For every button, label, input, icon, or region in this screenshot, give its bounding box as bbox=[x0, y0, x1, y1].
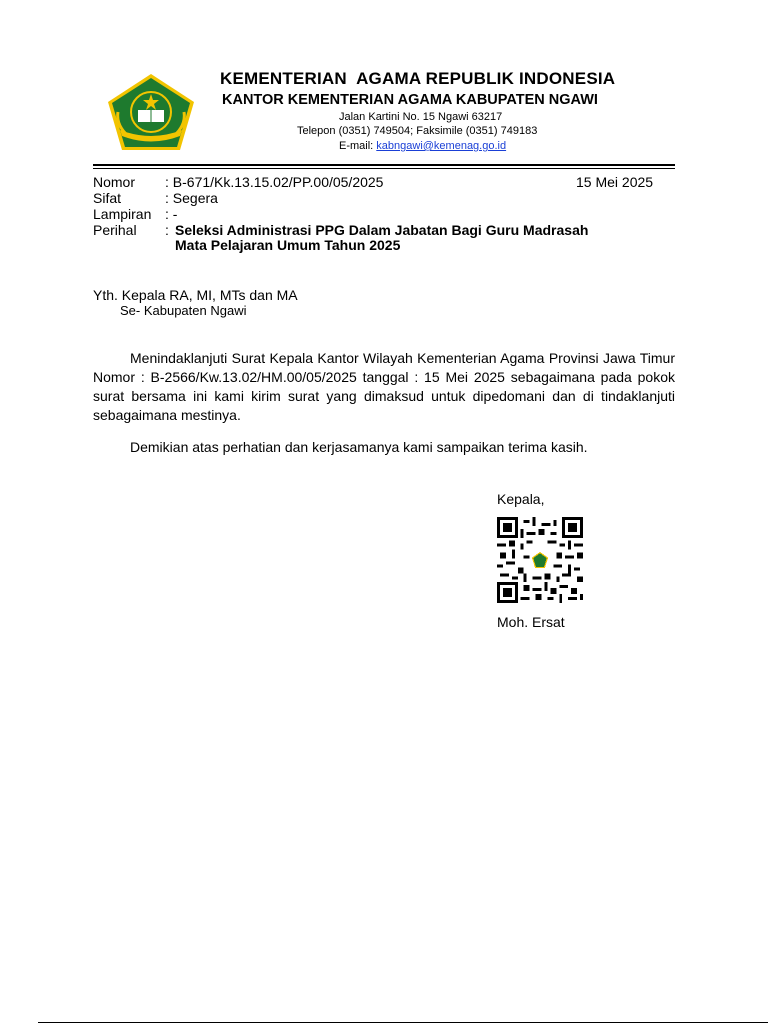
signature-title: Kepala, bbox=[497, 491, 545, 507]
ministry-heading: KEMENTERIAN AGAMA REPUBLIK INDONESIA bbox=[220, 69, 616, 88]
lampiran-value: : - bbox=[165, 206, 178, 222]
body-paragraph-2: Demikian atas perhatian dan kerjasamanya kami sampaikan terima kasih. bbox=[130, 439, 588, 455]
qr-code bbox=[495, 517, 585, 603]
perihal-line-1: Seleksi Administrasi PPG Dalam Jabatan Bagi Guru Madrasah bbox=[175, 222, 589, 238]
email-link[interactable]: kabngawi@kemenag.go.id bbox=[376, 140, 507, 152]
sifat-label: Sifat bbox=[93, 190, 122, 206]
recipient-line-1: Yth. Kepala RA, MI, MTs dan MA bbox=[93, 287, 298, 303]
office-phone: Telepon (0351) 749504; Faksimile (0351) 749183 bbox=[297, 125, 538, 137]
office-email bbox=[339, 140, 506, 152]
signatory-name: Moh. Ersat bbox=[497, 614, 565, 630]
page-bottom-rule bbox=[38, 1022, 768, 1023]
nomor-label: Nomor bbox=[93, 174, 136, 190]
header-rule-thin bbox=[93, 168, 675, 169]
recipient-line-2: Se- Kabupaten Ngawi bbox=[120, 303, 247, 318]
letter-date: 15 Mei 2025 bbox=[576, 174, 654, 190]
nomor-value: : B-671/Kk.13.15.02/PP.00/05/2025 bbox=[165, 174, 384, 190]
body-paragraph-1: Menindaklanjuti Surat Kepala Kantor Wilayah Kementerian Agama Provinsi Jawa Timur Nomor : B-2566/Kw.13.02/HM.00/05/2025 tanggal : 15 Mei 2025 sebagaimana pada pokok surat bersama ini kami kirim surat yang dimaksud untuk dipedomani dan di tindaklanjuti sebagaimana mestinya. bbox=[93, 350, 675, 423]
sifat-value: : Segera bbox=[165, 190, 218, 206]
lampiran-label: Lampiran bbox=[93, 206, 152, 222]
perihal-colon: : bbox=[165, 222, 169, 238]
kemenag-logo bbox=[104, 72, 198, 154]
office-address: Jalan Kartini No. 15 Ngawi 63217 bbox=[339, 111, 503, 123]
header-rule-thick bbox=[93, 164, 675, 166]
email-label: E-mail: bbox=[339, 140, 377, 152]
perihal-line-2: Mata Pelajaran Umum Tahun 2025 bbox=[175, 237, 401, 253]
perihal-label: Perihal bbox=[93, 222, 137, 238]
office-heading: KANTOR KEMENTERIAN AGAMA KABUPATEN NGAWI bbox=[222, 92, 598, 108]
